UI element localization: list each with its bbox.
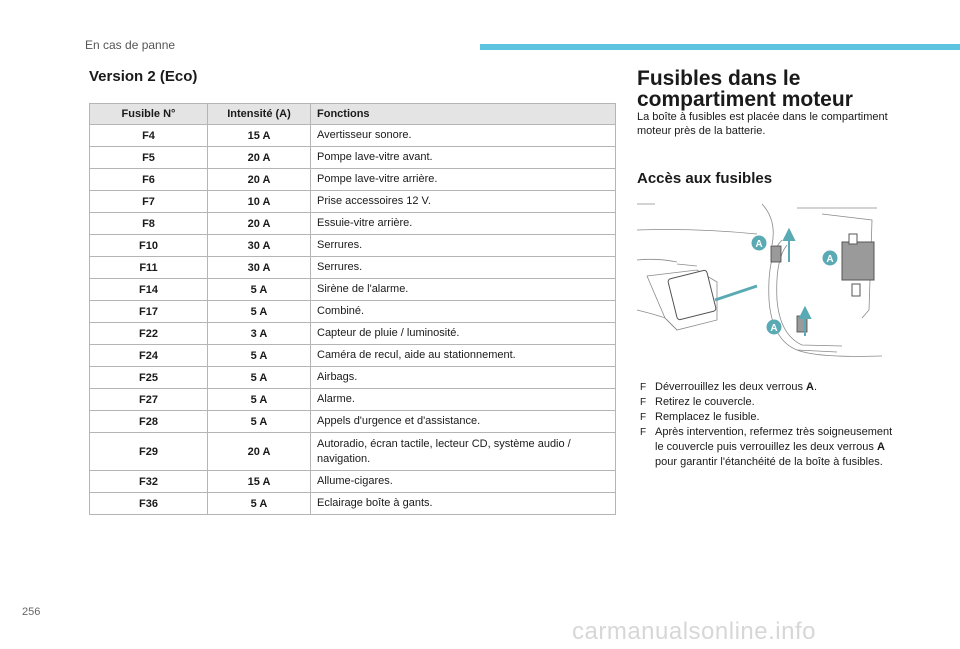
table-row — [90, 301, 616, 323]
fuse-number-cell: F28 — [90, 411, 208, 433]
function-cell: Prise accessoires 12 V. — [311, 191, 616, 213]
list-item — [640, 395, 900, 410]
function-cell: Alarme. — [311, 389, 616, 411]
intensity-cell: 5 A — [208, 389, 311, 411]
version-title: Version 2 (Eco) — [89, 68, 198, 85]
intensity-cell: 5 A — [208, 493, 311, 515]
table-row — [90, 191, 616, 213]
table-row — [90, 323, 616, 345]
table-row — [90, 213, 616, 235]
table-row — [90, 169, 616, 191]
fuse-number-cell: F5 — [90, 147, 208, 169]
list-item — [640, 410, 900, 425]
intensity-cell: 30 A — [208, 235, 311, 257]
bullet-icon: F — [640, 397, 647, 408]
intensity-cell: 15 A — [208, 471, 311, 493]
intensity-cell: 10 A — [208, 191, 311, 213]
step-text: Retirez le couvercle. — [655, 396, 755, 408]
list-item — [640, 380, 900, 395]
engine-fuses-intro: La boîte à fusibles est placée dans le compartiment moteur près de la batterie. — [637, 111, 888, 137]
engine-fuses-title: Fusibles dans le compartiment moteur — [637, 67, 853, 111]
lock-marker-icon — [752, 236, 838, 335]
function-cell: Capteur de pluie / luminosité. — [311, 323, 616, 345]
table-row — [90, 389, 616, 411]
function-cell: Essuie-vitre arrière. — [311, 213, 616, 235]
function-cell: Caméra de recul, aide au stationnement. — [311, 345, 616, 367]
step-text-end: pour garantir l'étanchéité de la boîte à fusibles. — [655, 456, 883, 468]
table-row — [90, 235, 616, 257]
step-text: Après intervention, refermez très soigneusement le couvercle puis verrouillez les deux verrous — [655, 426, 893, 453]
header-intensity: Intensité (A) — [208, 104, 311, 125]
fuse-number-cell: F14 — [90, 279, 208, 301]
intensity-cell: 30 A — [208, 257, 311, 279]
function-cell: Sirène de l'alarme. — [311, 279, 616, 301]
fuse-box-illustration — [637, 200, 882, 358]
table-row — [90, 147, 616, 169]
watermark: carmanualsonline.info — [572, 618, 816, 645]
intensity-cell: 15 A — [208, 125, 311, 147]
table-row — [90, 125, 616, 147]
intensity-cell: 5 A — [208, 301, 311, 323]
function-cell: Allume-cigares. — [311, 471, 616, 493]
header-fuse-number: Fusible N° — [90, 104, 208, 125]
function-cell: Combiné. — [311, 301, 616, 323]
step-text: Remplacez le fusible. — [655, 411, 760, 423]
intensity-cell: 20 A — [208, 169, 311, 191]
list-item — [640, 425, 900, 470]
intensity-cell: 5 A — [208, 345, 311, 367]
fuse-number-cell: F7 — [90, 191, 208, 213]
intensity-cell: 20 A — [208, 147, 311, 169]
fuse-table-body — [90, 125, 616, 515]
fuse-number-cell: F29 — [90, 433, 208, 471]
fuse-number-cell: F8 — [90, 213, 208, 235]
page-number: 256 — [22, 606, 41, 618]
header-accent-bar — [480, 44, 960, 50]
function-cell: Pompe lave-vitre arrière. — [311, 169, 616, 191]
fuse-number-cell: F32 — [90, 471, 208, 493]
table-row — [90, 411, 616, 433]
function-cell: Eclairage boîte à gants. — [311, 493, 616, 515]
fuse-number-cell: F27 — [90, 389, 208, 411]
header-functions: Fonctions — [311, 104, 616, 125]
table-row — [90, 433, 616, 471]
table-row — [90, 279, 616, 301]
step-lock-ref: A — [876, 441, 885, 453]
intensity-cell: 5 A — [208, 411, 311, 433]
step-lock-ref: A — [806, 381, 814, 393]
intensity-cell: 5 A — [208, 367, 311, 389]
table-row — [90, 257, 616, 279]
function-cell: Avertisseur sonore. — [311, 125, 616, 147]
fuse-number-cell: F17 — [90, 301, 208, 323]
table-row — [90, 345, 616, 367]
access-steps-list — [640, 380, 900, 470]
intensity-cell: 20 A — [208, 213, 311, 235]
function-cell: Airbags. — [311, 367, 616, 389]
svg-text:A: A — [755, 239, 763, 250]
function-cell: Serrures. — [311, 257, 616, 279]
intensity-cell: 20 A — [208, 433, 311, 471]
fuse-number-cell: F4 — [90, 125, 208, 147]
bullet-icon: F — [640, 412, 647, 423]
table-row — [90, 471, 616, 493]
table-header-row — [90, 104, 616, 125]
fuse-number-cell: F24 — [90, 345, 208, 367]
fuse-number-cell: F25 — [90, 367, 208, 389]
function-cell: Serrures. — [311, 235, 616, 257]
access-fuses-title: Accès aux fusibles — [637, 170, 773, 187]
intensity-cell: 3 A — [208, 323, 311, 345]
table-row — [90, 367, 616, 389]
section-header: En cas de panne — [85, 38, 176, 52]
step-text: Déverrouillez les deux verrous — [655, 381, 807, 393]
table-row — [90, 493, 616, 515]
svg-text:A: A — [826, 254, 834, 265]
fuse-number-cell: F22 — [90, 323, 208, 345]
fuse-number-cell: F11 — [90, 257, 208, 279]
bullet-icon: F — [640, 427, 647, 438]
fuse-table — [89, 103, 616, 515]
step-text-end: . — [813, 381, 818, 393]
fuse-number-cell: F36 — [90, 493, 208, 515]
function-cell: Pompe lave-vitre avant. — [311, 147, 616, 169]
intensity-cell: 5 A — [208, 279, 311, 301]
function-cell: Autoradio, écran tactile, lecteur CD, système audio / navigation. — [311, 433, 616, 471]
fuse-number-cell: F10 — [90, 235, 208, 257]
svg-text:A: A — [770, 323, 778, 334]
function-cell: Appels d'urgence et d'assistance. — [311, 411, 616, 433]
bullet-icon: F — [640, 382, 647, 393]
fuse-number-cell: F6 — [90, 169, 208, 191]
